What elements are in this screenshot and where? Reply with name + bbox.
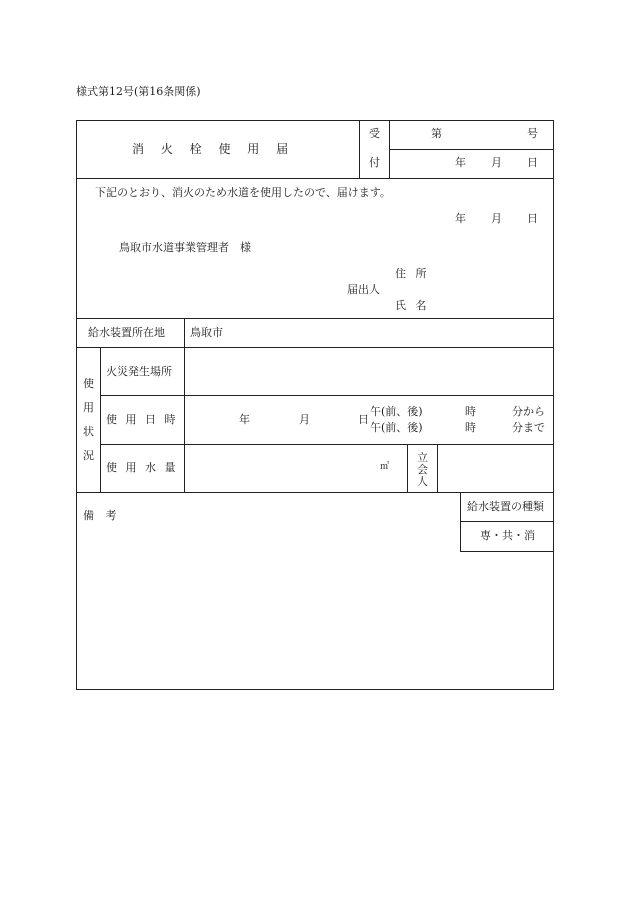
divider — [184, 318, 185, 347]
usage-date-day: 日 — [358, 413, 369, 426]
reception-number-suffix: 号 — [527, 127, 538, 140]
usage-start-hour: 時 — [465, 405, 476, 418]
submit-date-day: 日 — [527, 212, 538, 225]
usage-end-hour: 時 — [465, 421, 476, 434]
divider — [184, 347, 185, 492]
submit-date-year: 年 — [455, 212, 466, 225]
usage-section-char: 況 — [83, 449, 94, 462]
usage-volume-label: 使 用 水 量 — [106, 461, 176, 474]
divider — [100, 347, 101, 492]
remarks-label: 備 考 — [83, 509, 117, 522]
usage-start-ampm: 午(前、後) — [370, 405, 423, 418]
form-frame — [76, 120, 554, 690]
usage-section-char: 使 — [83, 377, 94, 390]
reception-date-month: 月 — [491, 156, 502, 169]
divider — [460, 521, 554, 522]
form-number: 様式第12号(第16条関係) — [76, 85, 201, 98]
witness-char: 会 — [417, 463, 428, 476]
divider — [460, 551, 554, 552]
reception-label-top: 受 — [369, 127, 380, 140]
usage-end-min: 分まで — [512, 421, 545, 434]
divider — [389, 149, 554, 150]
form-title: 消 火 栓 使 用 届 — [132, 142, 289, 156]
applicant-address-label: 住 所 — [395, 267, 427, 280]
device-type-label: 給水装置の種類 — [467, 500, 544, 513]
divider — [76, 347, 554, 348]
usage-start-min: 分から — [512, 405, 545, 418]
divider — [100, 395, 554, 396]
usage-volume-unit: ㎥ — [380, 462, 390, 472]
divider — [76, 178, 554, 179]
intro-text: 下記のとおり、消火のため水道を使用したので、届けます。 — [95, 186, 391, 199]
divider — [76, 318, 554, 319]
submit-date-month: 月 — [491, 212, 502, 225]
divider — [76, 492, 554, 493]
supply-location-label: 給水装置所在地 — [88, 326, 165, 339]
witness-char: 人 — [417, 475, 428, 488]
addressee: 鳥取市水道事業管理者 様 — [119, 241, 251, 254]
applicant-name-label: 氏 名 — [395, 299, 427, 312]
usage-section-char: 用 — [83, 401, 94, 414]
usage-section-char: 状 — [83, 425, 94, 438]
device-type-value: 専・共・消 — [480, 529, 535, 542]
fire-place-label: 火災発生場所 — [106, 365, 172, 378]
reception-number-prefix: 第 — [431, 127, 442, 140]
divider — [407, 444, 408, 492]
usage-date-month: 月 — [299, 413, 310, 426]
supply-location-value: 鳥取市 — [190, 326, 223, 339]
usage-date-year: 年 — [239, 413, 250, 426]
usage-datetime-label: 使 用 日 時 — [106, 413, 176, 426]
reception-date-day: 日 — [527, 156, 538, 169]
divider — [100, 444, 554, 445]
usage-end-ampm: 午(前、後) — [370, 421, 423, 434]
witness-char: 立 — [417, 451, 428, 464]
divider — [437, 444, 438, 492]
divider — [359, 120, 360, 178]
reception-date-year: 年 — [455, 156, 466, 169]
reception-label-bottom: 付 — [369, 156, 380, 169]
applicant-label: 届出人 — [347, 283, 380, 296]
